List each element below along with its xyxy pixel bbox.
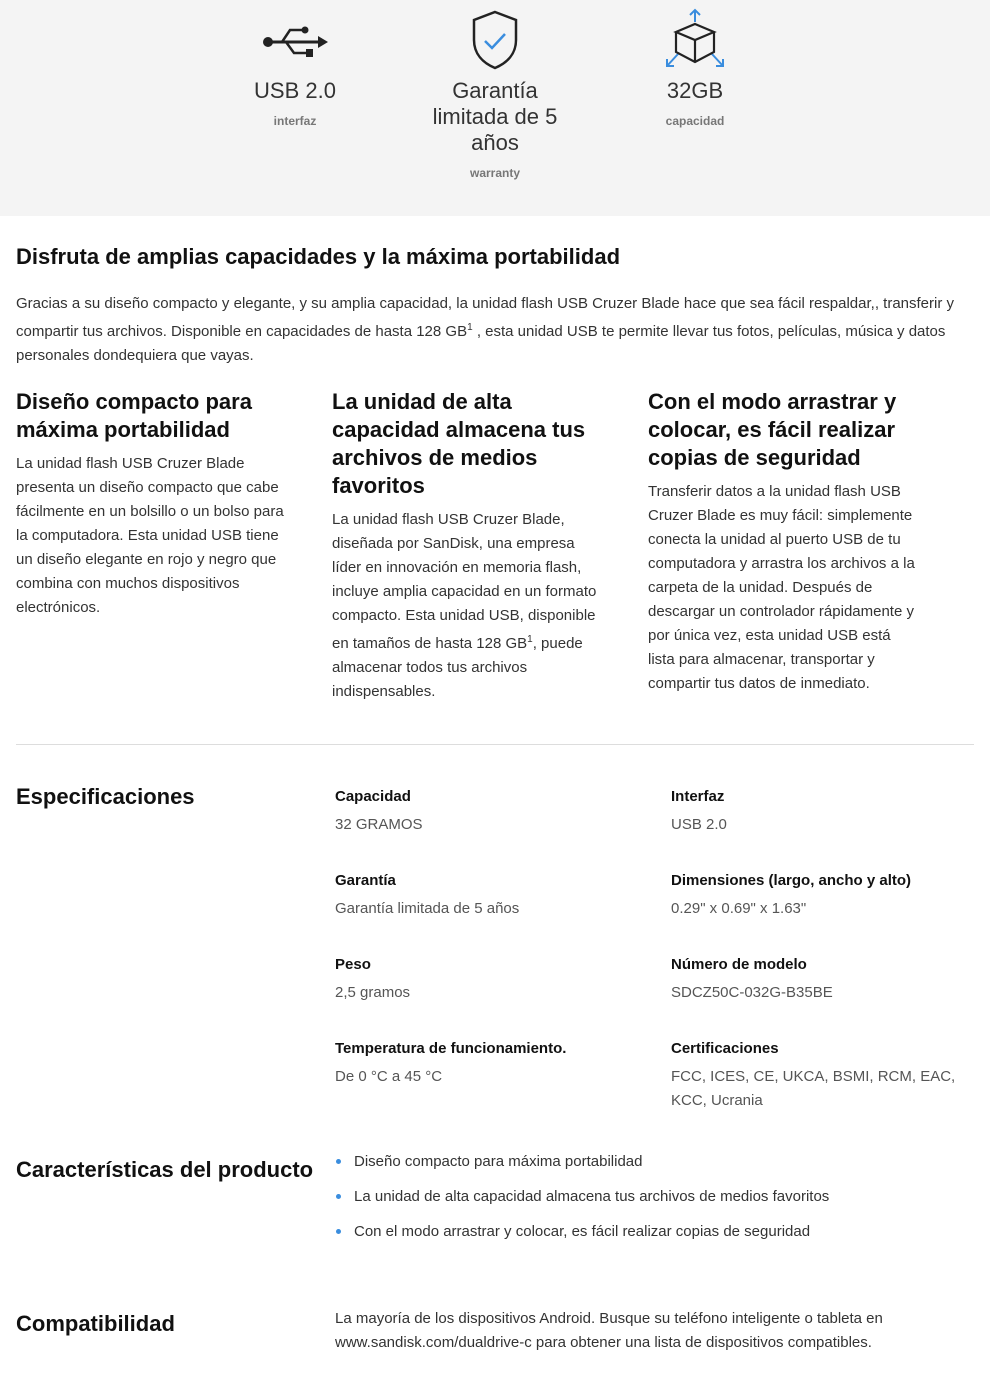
benefit-column	[332, 388, 602, 704]
intro-text-end: , esta unidad USB te permite llevar tus fotos, películas, música y datos personales dondequiera que vayas.	[16, 323, 946, 364]
benefit-column	[16, 388, 286, 620]
spec-label: Peso	[335, 956, 371, 973]
list-item	[334, 1150, 829, 1174]
spec-label: Temperatura de funcionamiento.	[335, 1040, 567, 1057]
spec-value: Garantía limitada de 5 años	[335, 900, 520, 917]
spec-item	[335, 1039, 635, 1089]
spec-label: Certificaciones	[671, 1040, 779, 1057]
spec-value: 2,5 gramos	[335, 984, 411, 1001]
spec-value: SDCZ50C-032G-B35BE	[671, 984, 833, 1001]
footnote-marker: 1	[467, 322, 473, 333]
feature-capacity	[610, 0, 780, 128]
spec-label: Número de modelo	[671, 956, 807, 973]
benefit-title: Diseño compacto para máxima portabilidad	[16, 389, 252, 442]
product-features-heading: Características del producto	[16, 1157, 314, 1182]
benefit-body-end: , puede almacenar todos tus archivos indispensables.	[332, 635, 583, 700]
spec-label: Capacidad	[335, 788, 411, 805]
list-item-text: Diseño compacto para máxima portabilidad	[354, 1153, 643, 1170]
usb-icon	[210, 0, 380, 58]
spec-item	[671, 787, 971, 837]
intro-text: Gracias a su diseño compacto y elegante, y su amplia capacidad, la unidad flash USB Cruzer Blade hace que sea fácil respaldar,, transferir y compartir tus archivos. Disponible en capacidades de hasta 128 GB	[16, 295, 955, 340]
feature-value: Garantía limitada de 5 años	[432, 78, 558, 155]
spec-label: Interfaz	[671, 788, 725, 805]
benefit-title: La unidad de alta capacidad almacena tus archivos de medios favoritos	[332, 389, 586, 498]
feature-value: USB 2.0	[254, 78, 336, 103]
spec-item	[671, 955, 971, 1005]
spec-label: Garantía	[335, 872, 396, 889]
benefit-body	[332, 508, 602, 704]
compatibility-heading: Compatibilidad	[16, 1311, 175, 1336]
list-item-text: Con el modo arrastrar y colocar, es fácil realizar copias de seguridad	[354, 1223, 811, 1240]
spec-value: 32 GRAMOS	[335, 816, 423, 833]
spec-item	[335, 871, 635, 921]
specs-heading: Especificaciones	[16, 784, 195, 809]
spec-value: USB 2.0	[671, 816, 727, 833]
spec-value: FCC, ICES, CE, UKCA, BSMI, RCM, EAC, KCC, Ucrania	[671, 1068, 956, 1109]
spec-item	[335, 955, 635, 1005]
list-item	[334, 1220, 829, 1244]
bullet-icon	[336, 1194, 341, 1199]
compatibility-text: La mayoría de los dispositivos Android. Busque su teléfono inteligente o tableta en www.sandisk.com/dualdrive-c para obtener una lista de dispositivos compatibles.	[335, 1310, 883, 1351]
section-divider	[16, 744, 974, 745]
feature-label: warranty	[469, 166, 521, 180]
product-features-list	[334, 1150, 829, 1255]
footnote-marker: 1	[527, 634, 533, 645]
spec-item	[335, 787, 635, 837]
benefit-body: Transferir datos a la unidad flash USB Cruzer Blade es muy fácil: simplemente conecta la unidad al puerto USB de tu computadora y arrastra los archivos a la carpeta de la unidad. Después de descargar un controlador rápidamente y por única vez, esta unidad USB está lista para almacenar, transportar y compartir tus datos de inmediato.	[648, 483, 915, 692]
bullet-icon	[336, 1159, 341, 1164]
feature-label: capacidad	[665, 114, 725, 128]
spec-label: Dimensiones (largo, ancho y alto)	[671, 872, 912, 889]
benefit-body-text: La unidad flash USB Cruzer Blade, diseñada por SanDisk, una empresa líder en innovación en memoria flash, incluye amplia capacidad en un formato compacto. Esta unidad USB, disponible en tamaños de hasta 128 GB	[332, 511, 597, 652]
spec-value: 0.29" x 0.69" x 1.63"	[671, 900, 807, 917]
spec-value: De 0 °C a 45 °C	[335, 1068, 443, 1085]
feature-interface	[210, 0, 380, 128]
spec-item	[671, 1039, 956, 1113]
feature-label: interfaz	[273, 114, 317, 128]
bullet-icon	[336, 1229, 341, 1234]
feature-value: 32GB	[666, 78, 724, 103]
capacity-box-icon	[610, 0, 780, 72]
benefit-column	[648, 388, 918, 696]
benefit-body: La unidad flash USB Cruzer Blade presenta un diseño compacto que cabe fácilmente en un bolsillo o un bolso para la computadora. Esta unidad USB tiene un diseño elegante en rojo y negro que combina con muchos dispositivos electrónicos.	[16, 455, 284, 616]
list-item-text: La unidad de alta capacidad almacena tus archivos de medios favoritos	[354, 1188, 830, 1205]
list-item	[334, 1185, 829, 1209]
main-heading: Disfruta de amplias capacidades y la máxima portabilidad	[16, 244, 621, 269]
spec-item	[671, 871, 971, 921]
shield-check-icon	[410, 0, 580, 70]
intro-paragraph	[16, 292, 976, 368]
benefit-title: Con el modo arrastrar y colocar, es fácil realizar copias de seguridad	[648, 389, 897, 470]
feature-warranty	[410, 0, 580, 180]
